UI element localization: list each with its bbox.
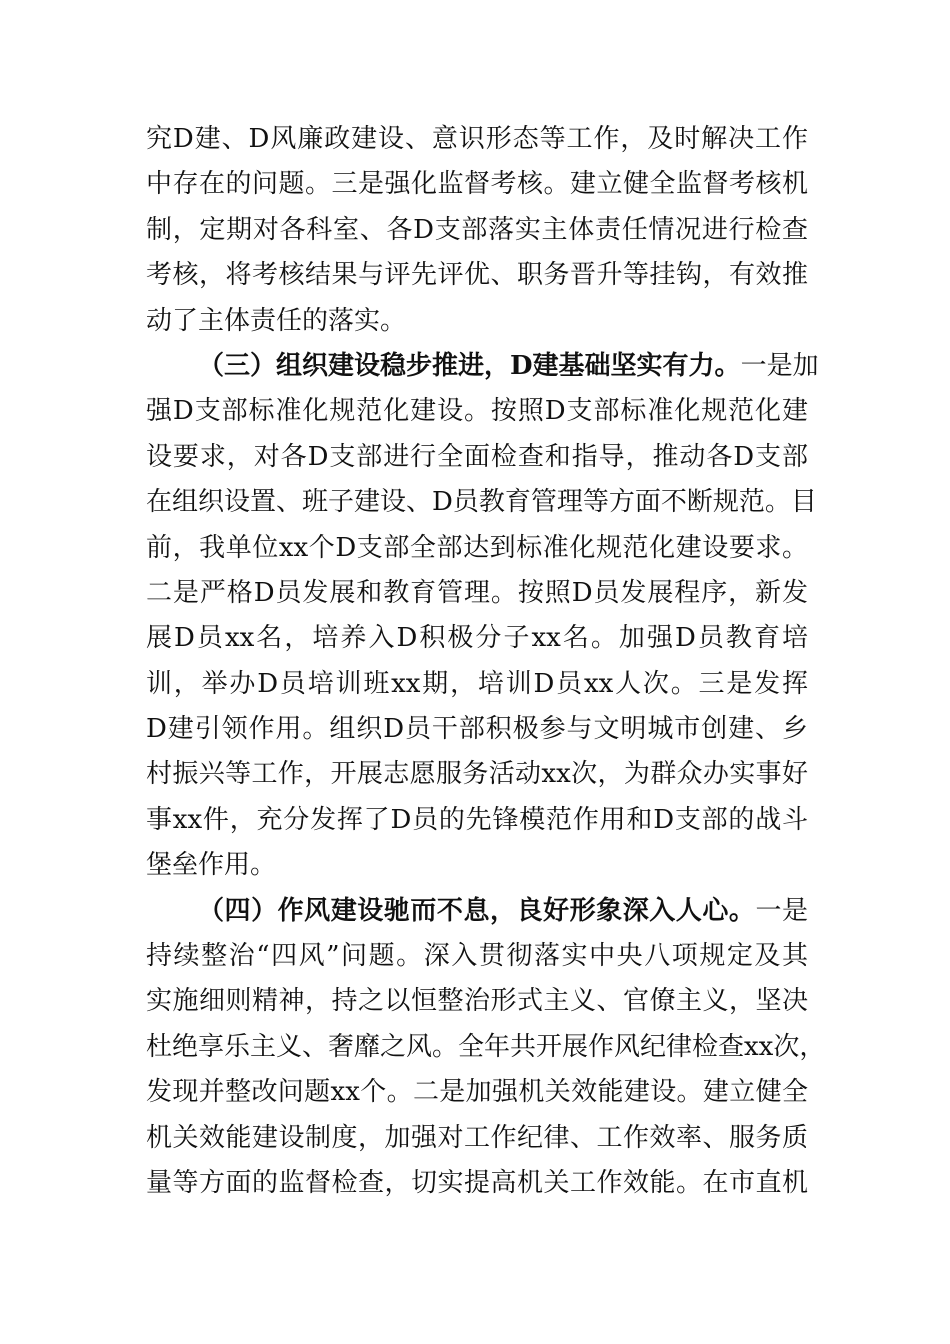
paragraph-line: 二是严格D员发展和教育管理。按照D员发展程序，新发 <box>146 577 808 608</box>
paragraph-line-fragment: 一是 <box>755 895 808 926</box>
paragraph-line: 在组织设置、班子建设、D员教育管理等方面不断规范。目 <box>146 487 817 518</box>
paragraph-line: 动了主体责任的落实。 <box>146 305 407 336</box>
paragraph-line: 考核，将考核结果与评先评优、职务晋升等挂钩，有效推 <box>146 260 808 291</box>
paragraph-line: 杜绝享乐主义、奢靡之风。全年共开展作风纪律检查xx次， <box>146 1031 826 1062</box>
paragraph-line: 制，定期对各科室、各D支部落实主体责任情况进行检查 <box>146 214 808 245</box>
section-heading-line <box>146 344 819 389</box>
paragraph-line: 前，我单位xx个D支部全部达到标准化规范化建设要求。 <box>146 532 808 563</box>
paragraph-line: 训，举办D员培训班xx期，培训D员xx人次。三是发挥 <box>146 668 808 699</box>
section-heading-three: （三）组织建设稳步推进，D建基础坚实有力。 <box>198 350 741 381</box>
paragraph-line: 究D建、D风廉政建设、意识形态等工作，及时解决工作 <box>146 124 808 154</box>
paragraph-line: 堡垒作用。 <box>146 850 277 881</box>
paragraph-line: 发现并整改问题xx个。二是加强机关效能建设。建立健全 <box>146 1077 808 1108</box>
paragraph-line: 持续整治“四风”问题。深入贯彻落实中央八项规定及其 <box>146 941 808 972</box>
paragraph-line: 量等方面的监督检查，切实提高机关工作效能。在市直机 <box>146 1167 808 1198</box>
section-heading-line <box>146 889 808 934</box>
paragraph-line: 设要求，对各D支部进行全面检查和指导，推动各D支部 <box>146 441 808 472</box>
paragraph-line: 展D员xx名，培养入D积极分子xx名。加强D员教育培 <box>146 623 808 654</box>
paragraph-line: D建引领作用。组织D员干部积极参与文明城市创建、乡 <box>146 714 808 745</box>
paragraph-line-fragment: 一是加 <box>740 350 819 381</box>
paragraph-line: 中存在的问题。三是强化监督考核。建立健全监督考核机 <box>146 169 808 200</box>
section-heading-four: （四）作风建设驰而不息，良好形象深入人心。 <box>198 895 756 926</box>
paragraph-line: 机关效能建设制度，加强对工作纪律、工作效率、服务质 <box>146 1122 808 1153</box>
paragraph-line: 村振兴等工作，开展志愿服务活动xx次，为群众办实事好 <box>146 759 808 790</box>
body-text <box>146 117 826 1206</box>
paragraph-line: 强D支部标准化规范化建设。按照D支部标准化规范化建 <box>146 396 808 427</box>
paragraph-line: 事xx件，充分发挥了D员的先锋模范作用和D支部的战斗 <box>146 804 808 835</box>
paragraph-line: 实施细则精神，持之以恒整治形式主义、官僚主义，坚决 <box>146 986 808 1017</box>
